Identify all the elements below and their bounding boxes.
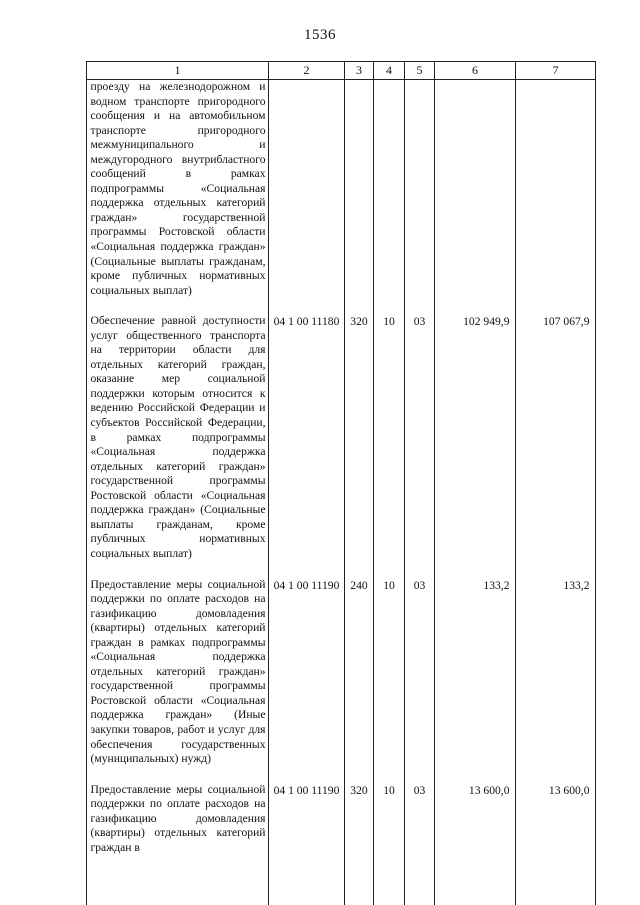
amount-year-1: [435, 80, 516, 315]
column-header: 5: [405, 62, 435, 80]
amount-year-2: [516, 80, 596, 315]
table-header-row: [87, 62, 596, 80]
amount-year-1: 133,2: [483, 578, 510, 592]
table-row: [87, 578, 596, 783]
row-description: Обеспечение равной доступности услуг общественного транспорта на территории области для отдельных категорий граждан, оказание мер социальной поддержки которым относится к ведению Российской Федерации и субъектов Российской Федерации, в рамках подпрограммы «Социальная поддержка отдельных категорий граждан» государственной программы Ростовской области «Социальная поддержка граждан» (Социальные выплаты гражданам, кроме публичных нормативных социальных выплат): [90, 314, 266, 560]
row-description: Предоставление меры социальной поддержки по оплате расходов на газификацию домовладения (квартиры) отдельных категорий граждан в: [90, 782, 266, 854]
target-code: 04 1 00 11180: [273, 315, 340, 329]
column-header: 4: [374, 62, 405, 80]
subsection: 03: [413, 578, 426, 592]
column-header: 1: [87, 62, 269, 80]
table-row: [87, 314, 596, 577]
budget-table: [86, 61, 596, 871]
expense-type: [345, 80, 374, 315]
expense-type: 320: [350, 783, 368, 797]
amount-year-2: 13 600,0: [548, 783, 590, 797]
expense-type: 240: [350, 578, 368, 592]
column-header: 6: [435, 62, 516, 80]
column-header: 3: [345, 62, 374, 80]
section: [374, 80, 405, 315]
expense-type: 320: [350, 315, 368, 329]
subsection: [405, 80, 435, 315]
amount-year-1: 13 600,0: [468, 783, 510, 797]
column-header: 7: [516, 62, 596, 80]
section: 10: [383, 315, 395, 329]
amount-year-2: 107 067,9: [543, 315, 590, 329]
table-row: [87, 783, 596, 872]
target-code: 04 1 00 11190: [273, 578, 340, 592]
table-row: [87, 80, 596, 315]
column-header: 2: [269, 62, 345, 80]
section: 10: [383, 578, 395, 592]
amount-year-1: 102 949,9: [463, 315, 510, 329]
amount-year-2: 133,2: [563, 578, 590, 592]
target-code: 04 1 00 11190: [273, 783, 340, 797]
subsection: 03: [413, 315, 426, 329]
target-code: [269, 80, 345, 315]
subsection: 03: [413, 783, 426, 797]
row-description: Предоставление меры социальной поддержки по оплате расходов на газификацию домовладения (квартиры) отдельных категорий граждан в рамках подпрограммы «Социальная поддержка отдельных категорий граждан» государственной программы Ростовской области «Социальная поддержка граждан» (Иные закупки товаров, работ и услуг для обеспечения государственных (муниципальных) нужд): [90, 577, 266, 766]
row-description: проезду на железнодорожном и водном транспорте пригородного сообщения и на автомобильном транспорте пригородного межмуниципального и междугородного внутрибластного сообщений в рамках подпрограммы «Социальная поддержка отдельных категорий граждан» государственной программы Ростовской области «Социальная поддержка граждан» (Социальные выплаты гражданам, кроме публичных нормативных социальных выплат): [90, 80, 266, 297]
page-number: 1536: [304, 27, 336, 43]
section: 10: [383, 783, 395, 797]
